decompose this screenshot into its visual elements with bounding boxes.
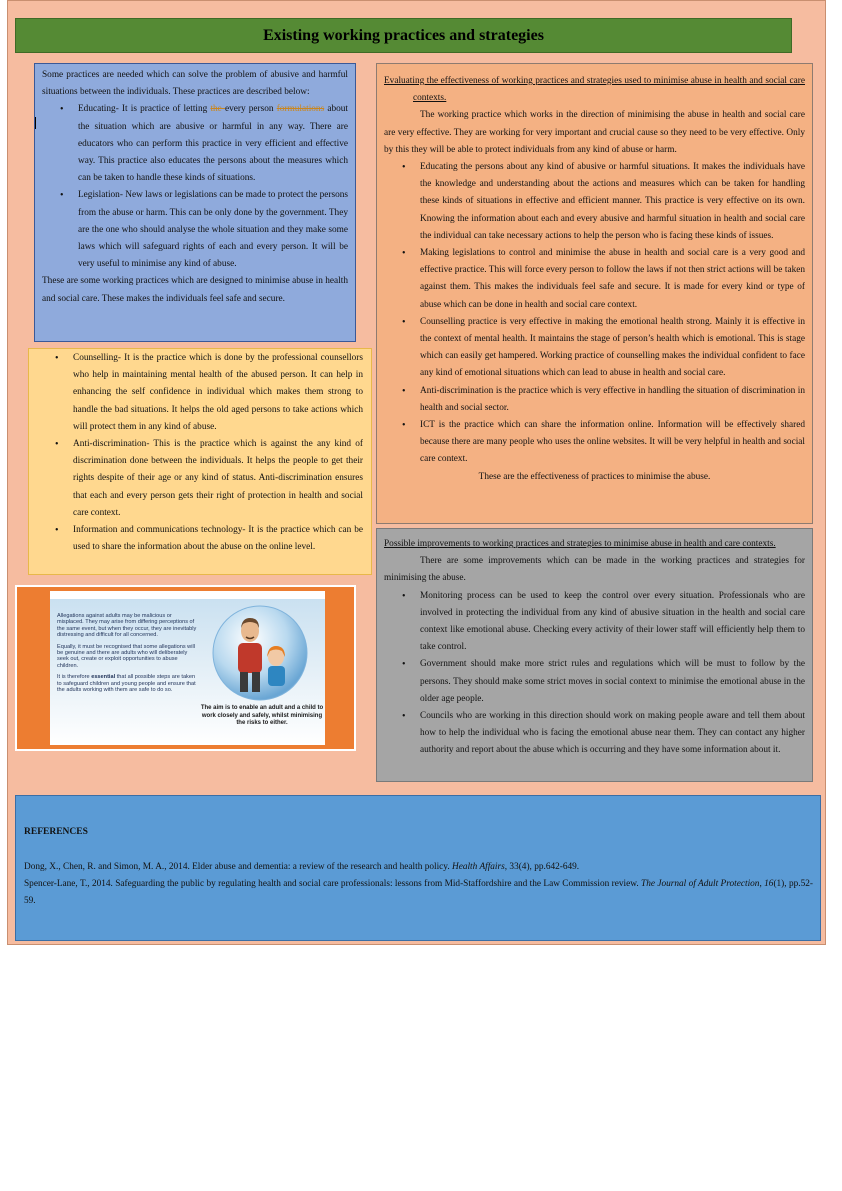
reference-text: , 33(4), pp.642-649. [504, 862, 580, 872]
list-item: • Information and communications technology- It is the practice which can be used to share the information about the abuse on the online level. [73, 522, 363, 556]
existing-practices-outro: These are some working practices which are designed to minimise abuse in health and social care. These makes the individuals feel safe and secure. [42, 276, 348, 304]
image-text-run: that all possible steps are taken to safeguard children and young people and ensure that the adults working with them are safe to do so. [57, 674, 196, 694]
reference-item [24, 859, 813, 876]
list-item: • Educating the persons about any kind of abusive or harmful situations. It makes the individuals have the knowledge and understanding about the actions and measures which can be taken for handling these kinds of situations in effective and efficient manner. This practice is very effective on its own. Knowing the information about each and every abusive and harmful situation in health and social care the individual can take necessary actions to help the person who is facing these kinds of issues. [420, 159, 805, 245]
list-item: • Making legislations to control and minimise the abuse in health and social care is a very good and effective practice. This will force every person to follow the laws if not then strict actions will be taken against them. This makes the individuals feel safe and secure. It is made for every kind or type of abuse which can be done in health and social care context. [420, 245, 805, 314]
reference-text: Dong, X., Chen, R. and Simon, M. A., 2014. Elder abuse and dementia: a review of the research and health policy. [24, 862, 452, 872]
reference-text: , [759, 879, 765, 890]
effectiveness-box [376, 63, 813, 524]
safeguarding-image [15, 585, 356, 751]
reference-volume: 16 [764, 879, 774, 890]
list-item: • Government should make more strict rules and regulations which will be must to follow by the persons. They should make some strict moves in social context to minimise the emotional abuse in the older age people. [420, 656, 805, 708]
list-item: • Counselling- It is the practice which is done by the professional counsellors who help in maintaining mental health of the abused person. It can help in enhancing the self confidence in individual which makes them strong to handle the bad situations. It helps the old aged persons to take actions which will protect them in any kind of abuse. [73, 350, 363, 436]
tracked-deletion: formulations [276, 104, 325, 115]
references-heading: REFERENCES [24, 827, 88, 837]
safeguarding-image-card [50, 591, 325, 745]
page-title-text: Existing working practices and strategies [263, 26, 544, 44]
existing-practices-intro: Some practices are needed which can solve the problem of abusive and harmful situations between the individuals. These practices are described below: [42, 70, 348, 98]
reference-text: Spencer-Lane, T., 2014. Safeguarding the public by regulating health and social care professionals: lessons from Mid-Staffordshire and the Law Commission review. [24, 879, 642, 890]
educating-text-a: Educating- It is practice of letting [78, 104, 211, 115]
image-text-bold: essential [91, 674, 116, 681]
caption-run: The aim is to enable an adult and a child to [200, 705, 324, 711]
image-paragraph [57, 674, 199, 693]
image-text-block [57, 613, 199, 698]
references-box [15, 795, 821, 941]
list-item: • Counselling practice is very effective in making the emotional health strong. Mainly it is effective in the context of mental health. It maintains the stage of person’s health which is emotional. This is stage which can easily get hampered. Working practice of counselling makes the individual confident to face any kind of emotional situations which can lead to abuse in health and social care. [420, 314, 805, 383]
image-paragraph: Allegations against adults may be malicious or misplaced. They may arise from differing perceptions of the same event, but when they occur, they are inevitably distressing and difficult for all concerned. [57, 613, 197, 639]
effectiveness-outro: These are the effectiveness of practices to minimise the abuse. [478, 471, 711, 482]
references-list [24, 859, 813, 911]
existing-practices-box [34, 63, 356, 342]
list-item-legislation: • Legislation- New laws or legislations can be made to protect the persons from the abuse or harm. This can be only done by the government. They are the one who should analyse the whole situation and they make some laws which will safeguard rights of each and every person. It will be very useful to minimise any kind of abuse. [78, 187, 348, 273]
improvements-box [376, 528, 813, 782]
list-item-educating [78, 101, 348, 187]
adult-leg [240, 672, 248, 692]
adult-shirt [238, 643, 262, 673]
caption-run: , whilst minimising the risks to either. [236, 712, 323, 726]
improvements-heading: Possible improvements to working practices and strategies to minimise abuse in health and care contexts. [384, 539, 776, 549]
tracked-deletion: the [210, 104, 225, 115]
child-shirt [268, 666, 285, 686]
caption-run: work closely and safely [201, 712, 269, 719]
image-caption [200, 705, 324, 728]
reference-item [24, 876, 813, 910]
page-title [15, 18, 792, 53]
educating-text-c: about the situation which are abusive or harmful in any way. There are educators who can perform this practice in very efficient and effective way. This practice also educates the persons about the measures which can be taken to handle these kinds of situations. [78, 104, 349, 184]
reference-journal: Health Affairs [451, 862, 505, 872]
effectiveness-heading: Evaluating the effectiveness of working practices and strategies used to minimise abuse in health and social care contexts. [384, 76, 805, 104]
text-cursor [35, 117, 36, 129]
more-practices-box [28, 348, 372, 575]
existing-practices-list [42, 101, 348, 273]
more-practices-list [37, 350, 363, 556]
image-top-band [50, 591, 325, 599]
improvements-intro: There are some improvements which can be made in the working practices and strategies for minimising the abuse. [384, 556, 805, 584]
reference-text: (1), pp.52-59. [24, 879, 813, 907]
list-item: • ICT is the practice which can share the information online. Information will be effectively shared because there are many people who uses the online websites. It will be very helpful in health and social care context. [420, 417, 805, 469]
improvements-list [384, 588, 805, 760]
adult-leg [252, 672, 260, 692]
effectiveness-intro: The working practice which works in the direction of minimising the abuse in health and social care are very effective. They are working for very important and crucial cause so they need to be very effective. Only by this they will be able to protect individuals from any kind of abuse or harm. [384, 110, 805, 155]
reference-journal: The Journal of Adult Protection [641, 879, 760, 890]
list-item: • Monitoring process can be used to keep the control over every situation. Professionals who are involved in protecting the individual from any kind of abusive situation in the health and social care context like emotional abuse. Checking every activity of their lower staff will efficiently help them to take control. [420, 588, 805, 657]
image-text-run: It is therefore [57, 674, 92, 681]
list-item: • Anti-discrimination is the practice which is very effective in handling the situation of discrimination in health and social sector. [420, 383, 805, 417]
list-item: • Anti-discrimination- This is the practice which is against the any kind of discrimination done between the individuals. It helps the people to get their rights despite of their age or any kind of status. Anti-discrimination ensures that each and every person gets their right of protection in health and social care context. [73, 436, 363, 522]
list-item: • Councils who are working in this direction should work on making people aware and tell them about how to help the individual who is facing the emotional abuse near them. They can contact any higher authority and report about the abuse which is occurring and they have some information about it. [420, 708, 805, 760]
educating-text-b: every person [224, 104, 277, 115]
image-paragraph: Equally, it must be recognised that some allegations will be genuine and there are adults who will deliberately seek out, create or exploit opportunities to abuse children. [57, 643, 195, 669]
adult-child-illustration [208, 601, 313, 705]
effectiveness-list [384, 159, 805, 469]
